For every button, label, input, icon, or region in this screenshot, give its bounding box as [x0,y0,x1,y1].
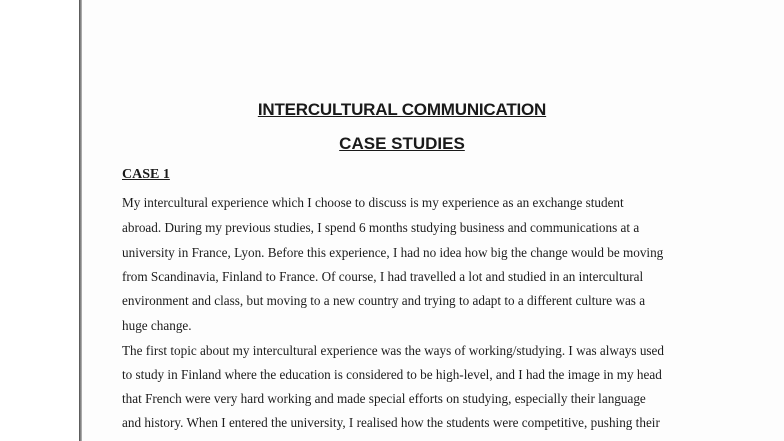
document-subtitle: CASE STUDIES [339,134,465,153]
body-line: to study in Finland where the education is considered to be high-level, and I had the image in my head [122,367,662,382]
body-line: environment and class, but moving to a new country and trying to adapt to a different culture was a [122,293,646,308]
body-line: The first topic about my intercultural experience was the ways of working/studying. I was always used [122,343,665,358]
document-page [82,0,784,441]
body-line: abroad. During my previous studies, I spend 6 months studying business and communications at a [122,220,640,235]
document-title: INTERCULTURAL COMMUNICATION [257,100,547,119]
body-line: that French were very hard working and made special efforts on studying, especially their language [122,391,646,406]
body-line: huge change. [122,318,192,333]
body-line: and history. When I entered the university, I realised how the students were competitive, pushing their [122,415,660,430]
scanner-margin [0,0,79,441]
body-line: My intercultural experience which I choose to discuss is my experience as an exchange student [122,195,624,210]
body-line: from Scandinavia, Finland to France. Of course, I had travelled a lot and studied in an intercultural [122,269,644,284]
case-heading: CASE 1 [122,167,170,182]
body-line: university in France, Lyon. Before this experience, I had no idea how big the change would be moving [122,245,664,260]
